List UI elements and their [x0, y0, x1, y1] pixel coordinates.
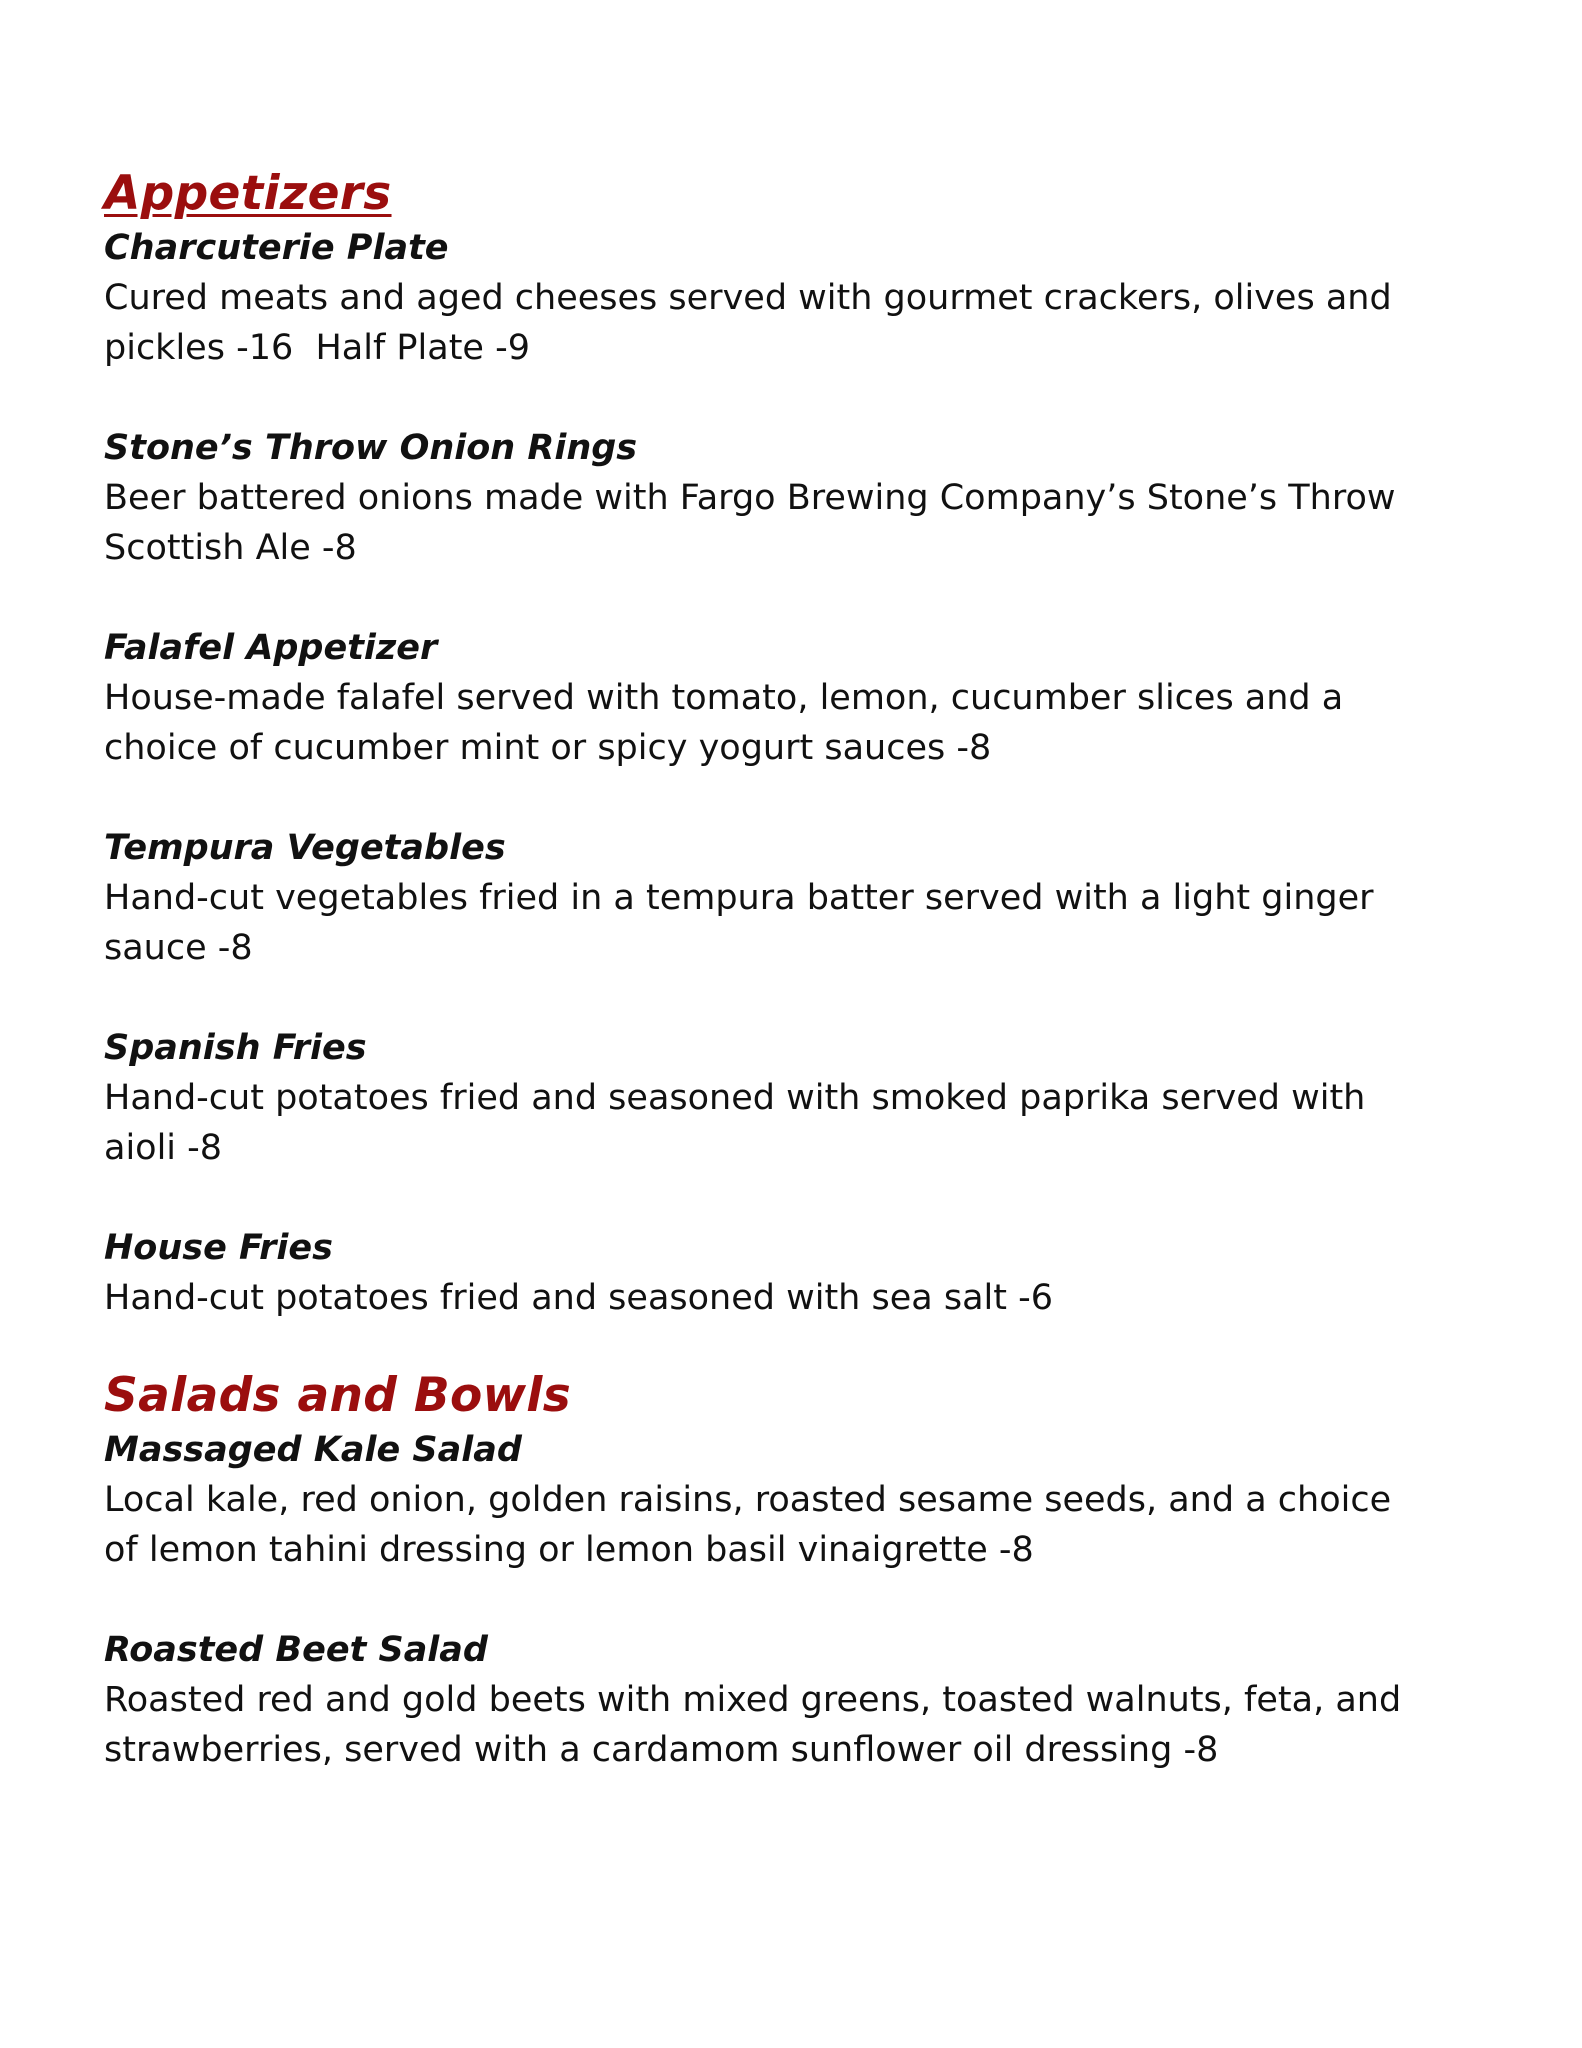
item-name: Stone’s Throw Onion Rings	[104, 428, 638, 468]
item-description-line: strawberries, served with a cardamom sunflower oil dressing -8	[104, 1730, 1219, 1770]
item-description-line: Local kale, red onion, golden raisins, roasted sesame seeds, and a choice	[104, 1480, 1392, 1520]
item-name: Falafel Appetizer	[104, 628, 438, 668]
item-name: Charcuterie Plate	[104, 228, 449, 268]
item-description-line: of lemon tahini dressing or lemon basil vinaigrette -8	[104, 1530, 1034, 1570]
item-description-line: Hand-cut potatoes fried and seasoned with smoked paprika served with	[104, 1078, 1366, 1118]
menu-item	[104, 1023, 1504, 1173]
menu-page	[104, 165, 1504, 1775]
item-description-line: House-made falafel served with tomato, lemon, cucumber slices and a	[104, 678, 1344, 718]
menu-item	[104, 1223, 1504, 1323]
item-name: Spanish Fries	[104, 1028, 367, 1068]
menu-item	[104, 623, 1504, 773]
item-description-line: sauce -8	[104, 928, 253, 968]
menu-item	[104, 223, 1504, 373]
item-description-line: Roasted red and gold beets with mixed greens, toasted walnuts, feta, and	[104, 1680, 1402, 1720]
salads-and-bowls-list	[104, 1425, 1504, 1775]
item-name: Massaged Kale Salad	[104, 1430, 522, 1470]
item-description-line: pickles -16 Half Plate -9	[104, 328, 530, 368]
menu-item	[104, 423, 1504, 573]
section-title-appetizers: Appetizers	[104, 166, 392, 221]
item-description-line: choice of cucumber mint or spicy yogurt sauces -8	[104, 728, 992, 768]
item-name: Tempura Vegetables	[104, 828, 506, 868]
menu-item	[104, 1625, 1504, 1775]
item-name: Roasted Beet Salad	[104, 1630, 488, 1670]
item-description-line: Scottish Ale -8	[104, 528, 357, 568]
menu-item	[104, 1425, 1504, 1575]
item-description-line: Cured meats and aged cheeses served with gourmet crackers, olives and	[104, 278, 1392, 318]
section-title-salads-and-bowls: Salads and Bowls	[104, 1368, 571, 1423]
item-name: House Fries	[104, 1228, 333, 1268]
appetizers-list	[104, 223, 1504, 1323]
item-description-line: Beer battered onions made with Fargo Brewing Company’s Stone’s Throw	[104, 478, 1396, 518]
menu-item	[104, 823, 1504, 973]
item-description-line: Hand-cut potatoes fried and seasoned with sea salt -6	[104, 1278, 1053, 1318]
item-description-line: Hand-cut vegetables fried in a tempura batter served with a light ginger	[104, 878, 1374, 918]
item-description-line: aioli -8	[104, 1128, 223, 1168]
